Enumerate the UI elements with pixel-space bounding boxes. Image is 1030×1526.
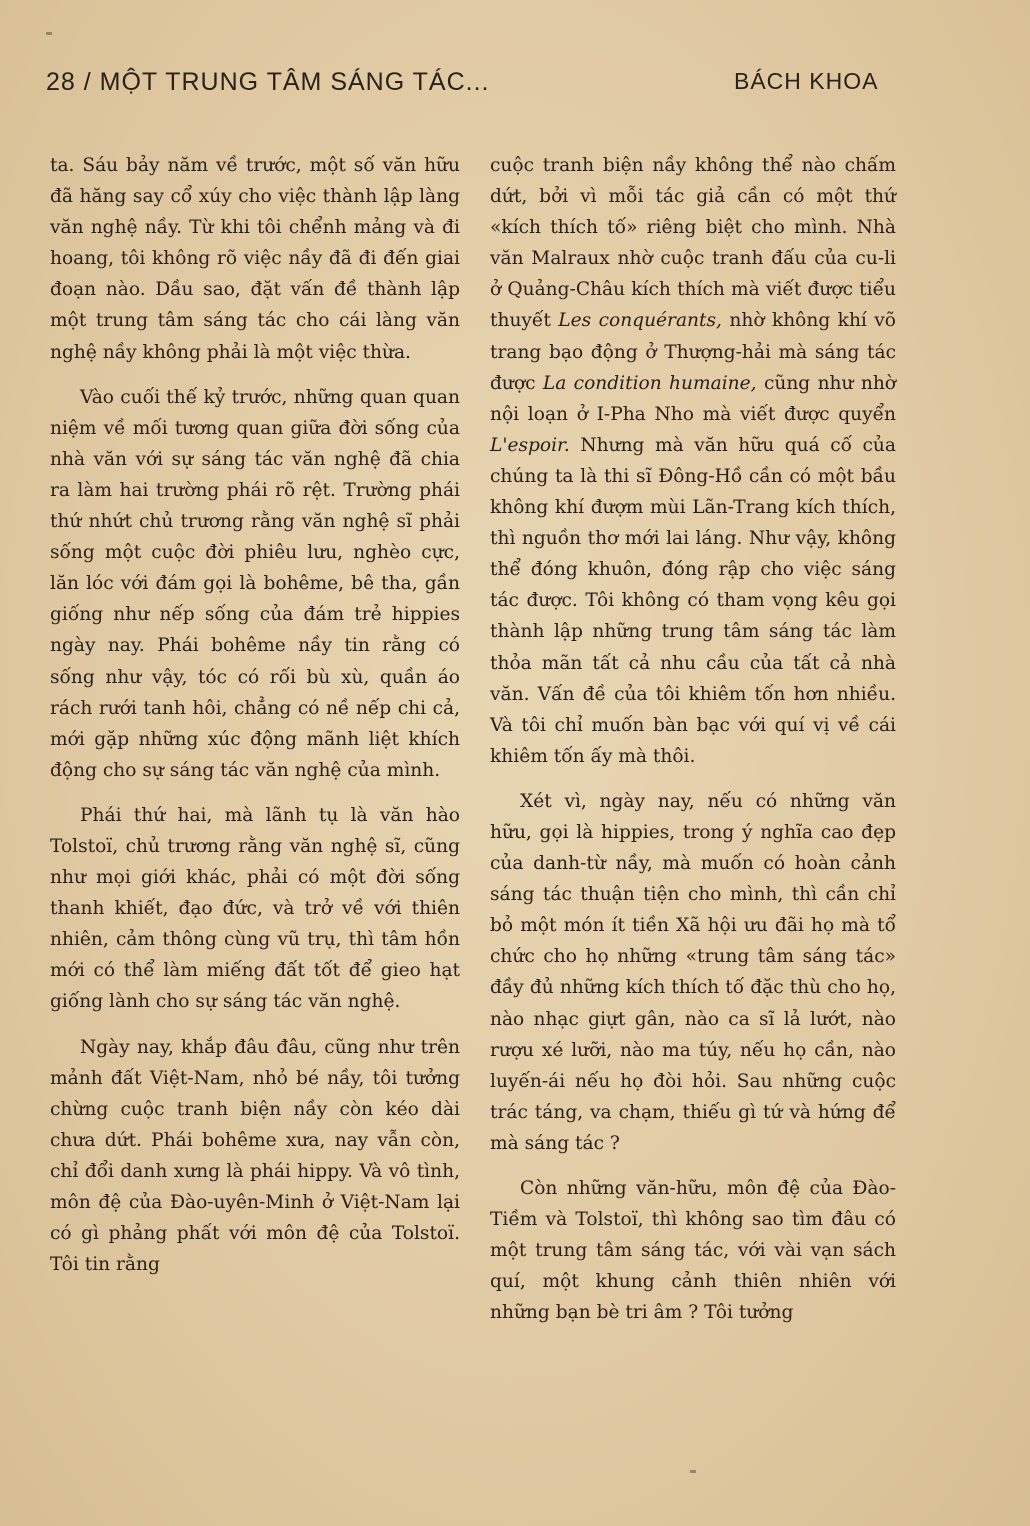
paper-speck bbox=[690, 1470, 696, 1473]
text-run: nhờ không khí võ trang bạo động ở Thượng-hải mà sáng tác được bbox=[490, 310, 896, 394]
text-run: cũng như nhờ nội loạn ở I-Pha Nho mà viết được quyển bbox=[490, 372, 896, 425]
magazine-name: BÁCH KHOA bbox=[734, 68, 879, 94]
running-header bbox=[46, 68, 890, 108]
text-run: cuộc tranh biện nầy không thể nào chấm dứt, bởi vì mỗi tác giả cần có một thứ «kích thích tố» riêng biệt cho mình. Nhà văn Malraux nhờ cuộc tranh đấu của cu-li ở Quảng-Châu kích thích mà viết được tiểu thuyết bbox=[490, 155, 896, 332]
paragraph: Còn những văn-hữu, môn đệ của Đào-Tiềm và Tolstoï, thì không sao tìm đâu có một trung tâm sáng tác, với vài vạn sách quí, một khung cảnh thiên nhiên với những bạn bè tri âm ? Tôi tưởng bbox=[490, 1178, 896, 1324]
right-column bbox=[490, 150, 896, 1328]
paper-speck bbox=[46, 32, 52, 35]
paragraph: ta. Sáu bảy năm về trước, một số văn hữu đã hăng say cổ xúy cho việc thành lập làng văn nghệ nầy. Từ khi tôi chểnh mảng và đi hoang, tôi không rõ việc nầy đã đi đến giai đoạn nào. Dầu sao, đặt vấn đề thành lập một trung tâm sáng tác cho cái làng văn nghệ nầy không phải là một việc thừa. bbox=[50, 155, 460, 363]
left-column bbox=[50, 150, 460, 1280]
paragraph: Xét vì, ngày nay, nếu có những văn hữu, gọi là hippies, trong ý nghĩa cao đẹp của danh-từ nầy, mà muốn có hoàn cảnh sáng tác thuận tiện cho mình, thì cần chỉ bỏ một món ít tiền Xã hội ưu đãi họ mà tổ chức cho họ những «trung tâm sáng tác» đầy đủ những kích thích tố đặc thù cho họ, nào nhạc giựt gân, nào ca sĩ lả lướt, nào rượu xé lưỡi, nào ma túy, nếu họ cần, nào luyến-ái nếu họ đòi hỏi. Sau những cuộc trác táng, va chạm, thiếu gì tứ và hứng để mà sáng tác ? bbox=[490, 790, 896, 1154]
paragraph: Phái thứ hai, mà lãnh tụ là văn hào Tolstoï, chủ trương rằng văn nghệ sĩ, cũng như mọi giới khác, phải có một đời sống thanh khiết, đạo đức, và trở về với thiên nhiên, cảm thông cùng vũ trụ, thì tâm hồn mới có thể làm miếng đất tốt để gieo hạt giống lành cho sự sáng tác văn nghệ. bbox=[50, 804, 460, 1013]
book-title: Les conquérants, bbox=[558, 310, 722, 332]
page-number-and-title: 28 / MỘT TRUNG TÂM SÁNG TÁC... bbox=[46, 68, 490, 96]
paragraph bbox=[490, 150, 896, 772]
book-title: La condition humaine, bbox=[542, 372, 757, 394]
paragraph: Vào cuối thế kỷ trước, những quan quan niệm về mối tương quan giữa đời sống của nhà văn với sự sáng tác văn nghệ đã chia ra làm hai trường phái rõ rệt. Trường phái thứ nhứt chủ trương rằng văn nghệ sĩ phải sống một cuộc đời phiêu lưu, nghèo cực, lăn lóc với đám gọi là bohême, bê tha, gần giống như nếp sống của đám trẻ hippies ngày nay. Phái bohême nầy tin rằng có sống như vậy, tóc có rối bù xù, quần áo rách rưới tanh hôi, chẳng có nề nếp chi cả, mới gặp những xúc động mãnh liệt khích động cho sự sáng tác văn nghệ của mình. bbox=[50, 386, 460, 781]
text-run: Nhưng mà văn hữu quá cố của chúng ta là thi sĩ Đông-Hồ cần có một bầu không khí đượm mùi Lãn-Trang kích thích, thì nguồn thơ mới lai láng. Như vậy, không thể đóng khuôn, đóng rập cho việc sáng tác được. Tôi không có tham vọng kêu gọi thành lập những trung tâm sáng tác làm thỏa mãn tất cả nhu cầu của tất cả nhà văn. Vấn đề của tôi khiêm tốn hơn nhiều. Và tôi chỉ muốn bàn bạc với quí vị về cái khiêm tốn ấy mà thôi. bbox=[490, 434, 896, 767]
book-title: L'espoir. bbox=[490, 434, 570, 456]
paragraph: Ngày nay, khắp đâu đâu, cũng như trên mảnh đất Việt-Nam, nhỏ bé nầy, tôi tưởng chừng cuộc tranh biện nầy còn kéo dài chưa dứt. Phái bohême xưa, nay vẫn còn, chỉ đổi danh xưng là phái hippy. Và vô tình, môn đệ của Đào-uyên-Minh ở Việt-Nam lại có gì phảng phất với môn đệ của Tolstoï. Tôi tin rằng bbox=[50, 1036, 460, 1276]
